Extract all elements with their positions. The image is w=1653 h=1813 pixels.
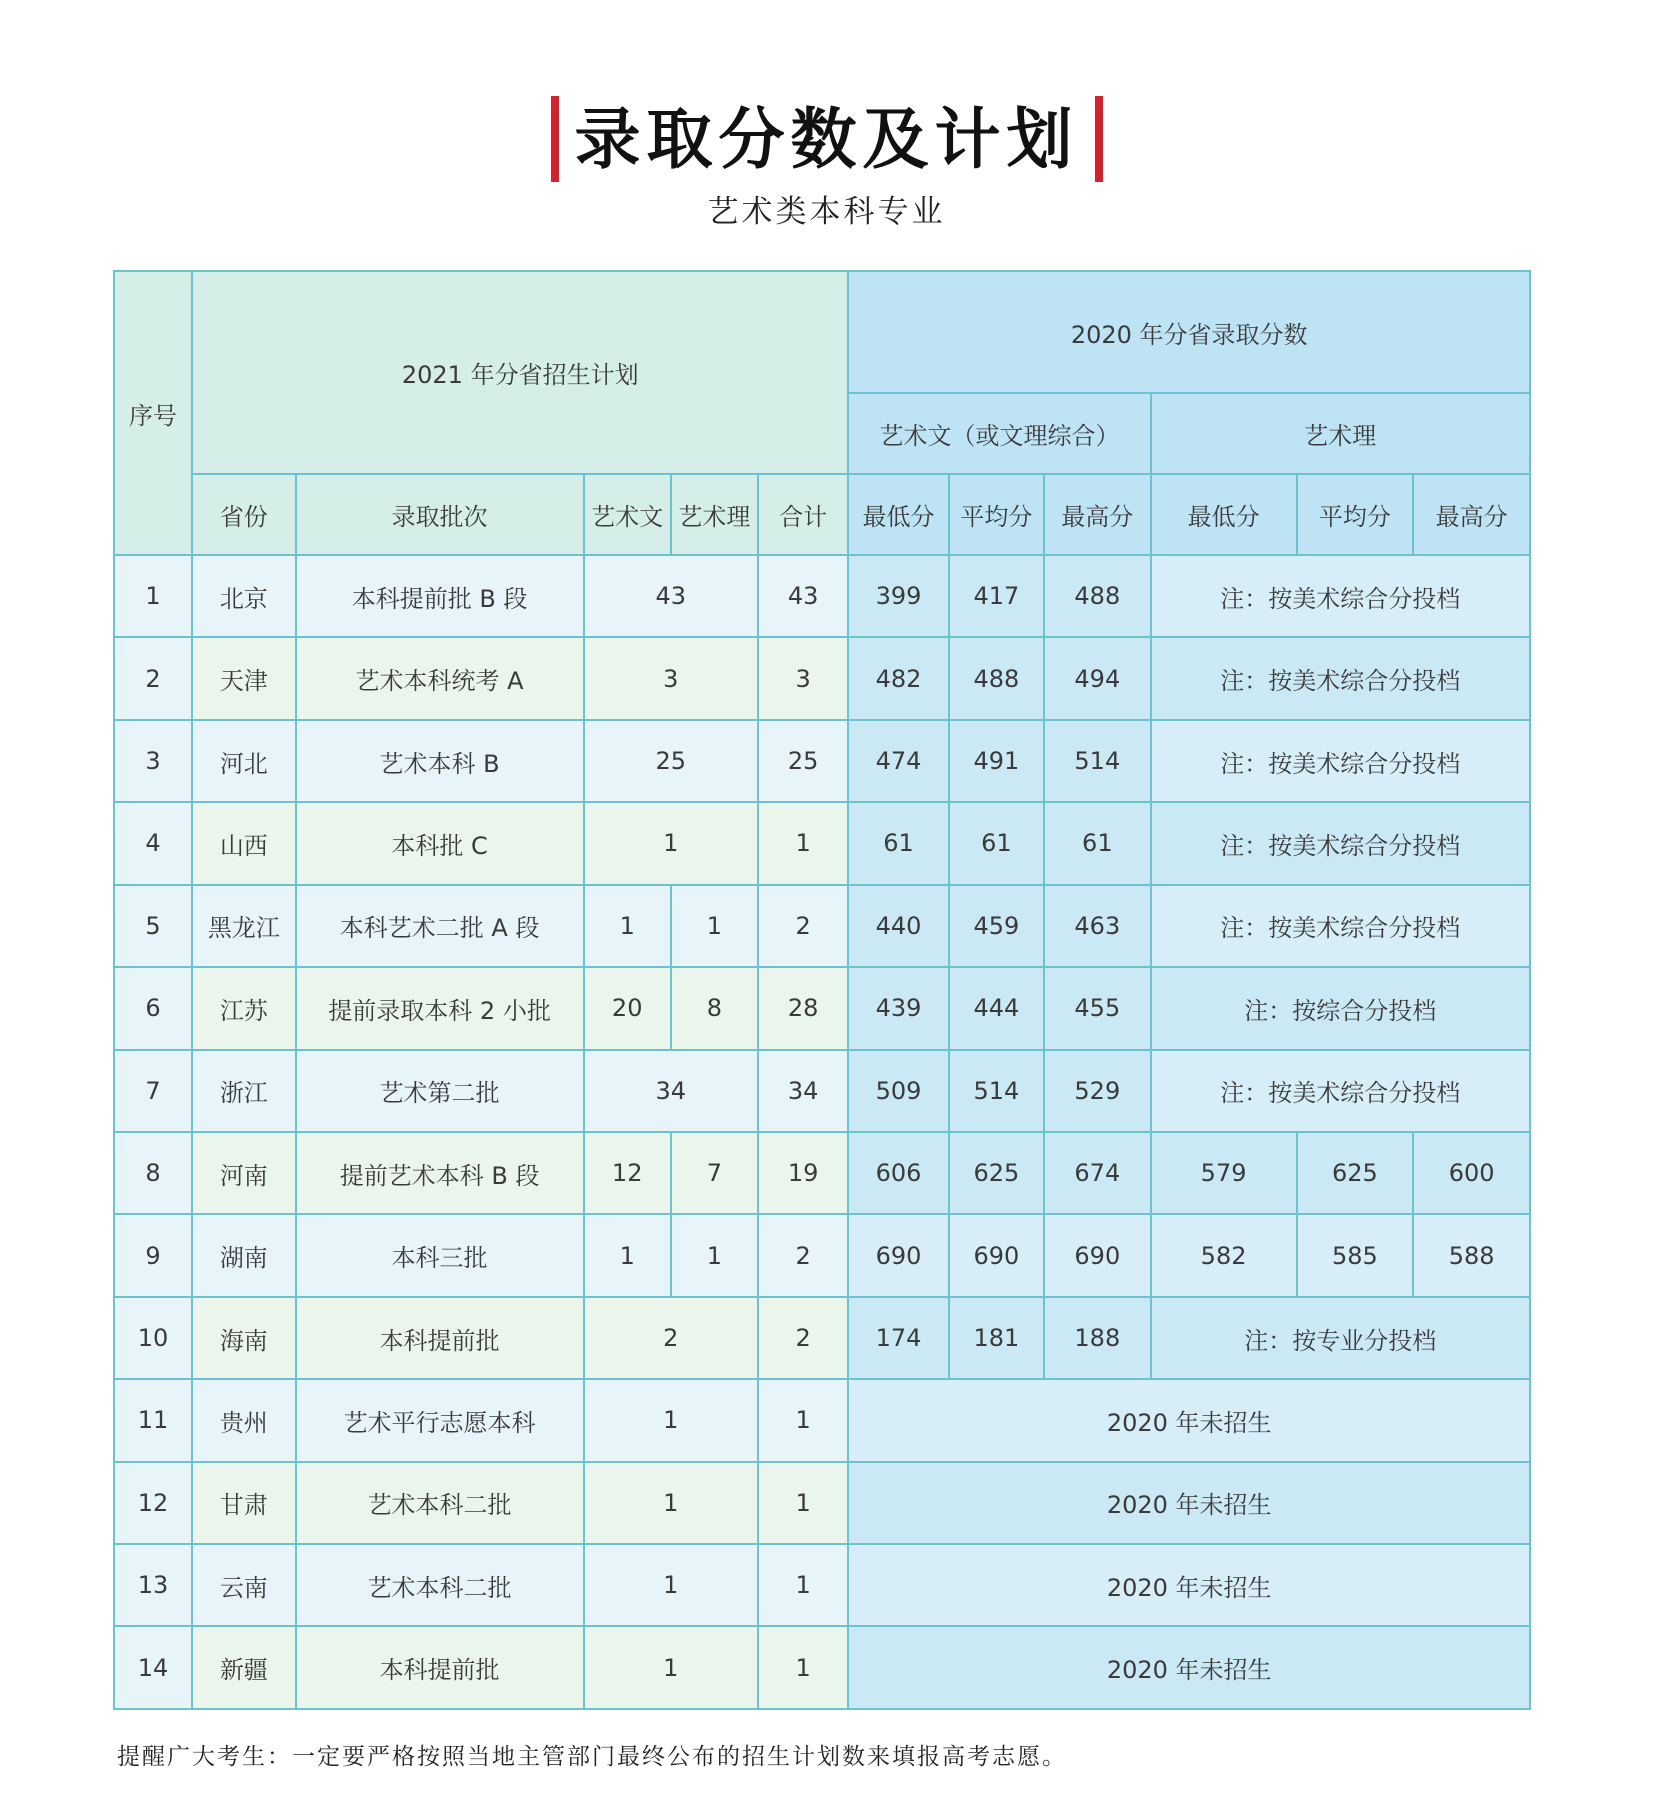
batch-cell: 提前录取本科 2 小批 (296, 967, 584, 1049)
province-cell: 天津 (192, 637, 295, 719)
batch-cell: 艺术本科 B (296, 720, 584, 802)
table-row (114, 1626, 1530, 1709)
header-wen-group: 艺术文（或文理综合） (848, 393, 1150, 474)
wen-max-cell: 494 (1044, 637, 1150, 719)
plan-cell: 1 (584, 1462, 758, 1544)
art-li-cell: 8 (671, 967, 758, 1049)
li-min-cell: 579 (1151, 1132, 1297, 1214)
batch-cell: 艺术本科统考 A (296, 637, 584, 719)
note-cell: 注：按美术综合分投档 (1151, 555, 1530, 637)
table-row (114, 720, 1530, 802)
note-cell: 注：按美术综合分投档 (1151, 720, 1530, 802)
province-cell: 河南 (192, 1132, 295, 1214)
wen-avg-cell: 491 (949, 720, 1044, 802)
plan-cell: 34 (584, 1050, 758, 1132)
province-cell: 浙江 (192, 1050, 295, 1132)
plan-cell: 43 (584, 555, 758, 637)
plan-cell: 1 (584, 1544, 758, 1626)
wen-max-cell: 674 (1044, 1132, 1150, 1214)
wen-max-cell: 188 (1044, 1297, 1150, 1379)
province-cell: 河北 (192, 720, 295, 802)
seq-cell: 1 (114, 555, 192, 637)
province-cell: 贵州 (192, 1379, 295, 1461)
wen-max-cell: 488 (1044, 555, 1150, 637)
header-total: 合计 (758, 474, 848, 555)
total-cell: 2 (758, 1297, 848, 1379)
title-wrap (0, 96, 1653, 182)
province-cell: 北京 (192, 555, 295, 637)
wen-avg-cell: 417 (949, 555, 1044, 637)
art-li-cell: 1 (671, 1214, 758, 1296)
page-subtitle: 艺术类本科专业 (707, 194, 946, 230)
seq-cell: 12 (114, 1462, 192, 1544)
plan-cell: 1 (584, 802, 758, 884)
table-row (114, 1214, 1530, 1296)
province-cell: 新疆 (192, 1626, 295, 1709)
table-row (114, 967, 1530, 1049)
wen-avg-cell: 61 (949, 802, 1044, 884)
seq-cell: 5 (114, 885, 192, 967)
footer-note: 提醒广大考生：一定要严格按照当地主管部门最终公布的招生计划数来填报高考志愿。 (117, 1744, 1067, 1770)
plan-cell: 1 (584, 1379, 758, 1461)
wen-avg-cell: 459 (949, 885, 1044, 967)
plan-cell: 2 (584, 1297, 758, 1379)
note-cell: 注：按美术综合分投档 (1151, 802, 1530, 884)
total-cell: 3 (758, 637, 848, 719)
note-cell: 注：按综合分投档 (1151, 967, 1530, 1049)
province-cell: 黑龙江 (192, 885, 295, 967)
header-plan-group: 2021 年分省招生计划 (192, 271, 848, 474)
table-row (114, 1379, 1530, 1461)
note-cell: 注：按美术综合分投档 (1151, 637, 1530, 719)
table-row (114, 1297, 1530, 1379)
seq-cell: 4 (114, 802, 192, 884)
admission-table (113, 270, 1531, 1710)
wen-min-cell: 690 (848, 1214, 948, 1296)
seq-cell: 2 (114, 637, 192, 719)
wen-min-cell: 440 (848, 885, 948, 967)
table-row (114, 802, 1530, 884)
seq-cell: 13 (114, 1544, 192, 1626)
total-cell: 1 (758, 1544, 848, 1626)
province-cell: 甘肃 (192, 1462, 295, 1544)
wen-min-cell: 606 (848, 1132, 948, 1214)
note-cell: 2020 年未招生 (848, 1544, 1530, 1626)
header-art-wen: 艺术文 (584, 474, 671, 555)
seq-cell: 14 (114, 1626, 192, 1709)
wen-max-cell: 529 (1044, 1050, 1150, 1132)
li-max-cell: 600 (1413, 1132, 1530, 1214)
wen-max-cell: 690 (1044, 1214, 1150, 1296)
total-cell: 1 (758, 1626, 848, 1709)
table-row (114, 1050, 1530, 1132)
wen-min-cell: 399 (848, 555, 948, 637)
plan-cell: 3 (584, 637, 758, 719)
province-cell: 江苏 (192, 967, 295, 1049)
wen-max-cell: 455 (1044, 967, 1150, 1049)
header-score-group: 2020 年分省录取分数 (848, 271, 1530, 393)
note-cell: 2020 年未招生 (848, 1379, 1530, 1461)
plan-cell: 25 (584, 720, 758, 802)
table-row (114, 1132, 1530, 1214)
total-cell: 1 (758, 1462, 848, 1544)
art-li-cell: 1 (671, 885, 758, 967)
note-cell: 注：按美术综合分投档 (1151, 1050, 1530, 1132)
seq-cell: 7 (114, 1050, 192, 1132)
wen-avg-cell: 181 (949, 1297, 1044, 1379)
header-art-li: 艺术理 (671, 474, 758, 555)
note-cell: 2020 年未招生 (848, 1626, 1530, 1709)
table-row (114, 1544, 1530, 1626)
batch-cell: 提前艺术本科 B 段 (296, 1132, 584, 1214)
wen-min-cell: 61 (848, 802, 948, 884)
wen-avg-cell: 488 (949, 637, 1044, 719)
batch-cell: 艺术第二批 (296, 1050, 584, 1132)
art-li-cell: 7 (671, 1132, 758, 1214)
note-cell: 注：按美术综合分投档 (1151, 885, 1530, 967)
seq-cell: 3 (114, 720, 192, 802)
wen-min-cell: 174 (848, 1297, 948, 1379)
header-wen-min: 最低分 (848, 474, 948, 555)
wen-min-cell: 482 (848, 637, 948, 719)
header-batch: 录取批次 (296, 474, 584, 555)
batch-cell: 本科提前批 (296, 1297, 584, 1379)
header-seq: 序号 (114, 271, 192, 555)
li-max-cell: 588 (1413, 1214, 1530, 1296)
wen-min-cell: 509 (848, 1050, 948, 1132)
wen-min-cell: 474 (848, 720, 948, 802)
batch-cell: 本科提前批 (296, 1626, 584, 1709)
batch-cell: 本科提前批 B 段 (296, 555, 584, 637)
wen-avg-cell: 625 (949, 1132, 1044, 1214)
wen-avg-cell: 444 (949, 967, 1044, 1049)
li-avg-cell: 625 (1297, 1132, 1414, 1214)
total-cell: 2 (758, 1214, 848, 1296)
seq-cell: 6 (114, 967, 192, 1049)
header-li-min: 最低分 (1151, 474, 1297, 555)
batch-cell: 艺术本科二批 (296, 1544, 584, 1626)
province-cell: 云南 (192, 1544, 295, 1626)
batch-cell: 艺术本科二批 (296, 1462, 584, 1544)
table-row (114, 555, 1530, 637)
note-cell: 注：按专业分投档 (1151, 1297, 1530, 1379)
seq-cell: 9 (114, 1214, 192, 1296)
batch-cell: 本科艺术二批 A 段 (296, 885, 584, 967)
seq-cell: 10 (114, 1297, 192, 1379)
li-min-cell: 582 (1151, 1214, 1297, 1296)
total-cell: 2 (758, 885, 848, 967)
page-title: 录取分数及计划 (551, 96, 1103, 182)
province-cell: 海南 (192, 1297, 295, 1379)
table-row (114, 1462, 1530, 1544)
wen-max-cell: 463 (1044, 885, 1150, 967)
art-wen-cell: 20 (584, 967, 671, 1049)
table-row (114, 637, 1530, 719)
wen-avg-cell: 690 (949, 1214, 1044, 1296)
seq-cell: 8 (114, 1132, 192, 1214)
header-li-avg: 平均分 (1297, 474, 1414, 555)
total-cell: 19 (758, 1132, 848, 1214)
note-cell: 2020 年未招生 (848, 1462, 1530, 1544)
li-avg-cell: 585 (1297, 1214, 1414, 1296)
header-province: 省份 (192, 474, 295, 555)
wen-avg-cell: 514 (949, 1050, 1044, 1132)
art-wen-cell: 12 (584, 1132, 671, 1214)
province-cell: 山西 (192, 802, 295, 884)
seq-cell: 11 (114, 1379, 192, 1461)
total-cell: 1 (758, 802, 848, 884)
total-cell: 43 (758, 555, 848, 637)
header-wen-max: 最高分 (1044, 474, 1150, 555)
wen-max-cell: 514 (1044, 720, 1150, 802)
table-row (114, 885, 1530, 967)
batch-cell: 本科三批 (296, 1214, 584, 1296)
total-cell: 25 (758, 720, 848, 802)
art-wen-cell: 1 (584, 1214, 671, 1296)
header-wen-avg: 平均分 (949, 474, 1044, 555)
batch-cell: 艺术平行志愿本科 (296, 1379, 584, 1461)
total-cell: 34 (758, 1050, 848, 1132)
total-cell: 28 (758, 967, 848, 1049)
art-wen-cell: 1 (584, 885, 671, 967)
total-cell: 1 (758, 1379, 848, 1461)
header-li-group: 艺术理 (1151, 393, 1530, 474)
wen-max-cell: 61 (1044, 802, 1150, 884)
plan-cell: 1 (584, 1626, 758, 1709)
wen-min-cell: 439 (848, 967, 948, 1049)
batch-cell: 本科批 C (296, 802, 584, 884)
header-li-max: 最高分 (1413, 474, 1530, 555)
province-cell: 湖南 (192, 1214, 295, 1296)
